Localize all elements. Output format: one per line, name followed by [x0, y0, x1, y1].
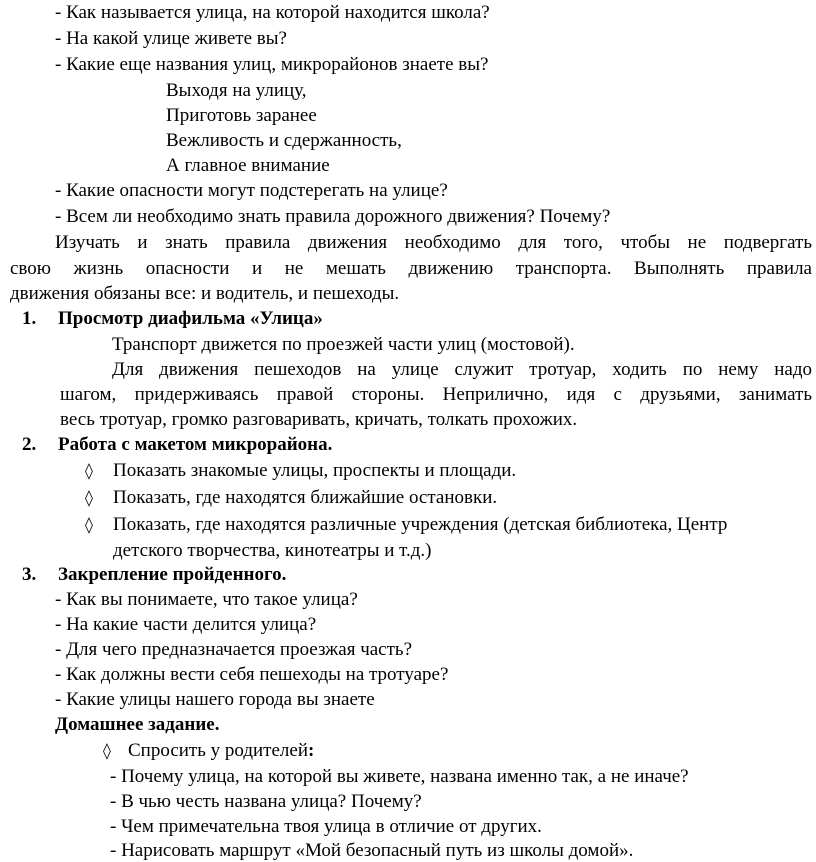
section-heading — [22, 308, 323, 330]
section-text: Для движения пешеходов на улице служит тротуар, ходить по нему надо — [112, 359, 812, 380]
intro-question: - Как называется улица, на которой находится школа? — [55, 2, 490, 23]
section-heading — [22, 434, 332, 456]
homework-question: - Чем примечательна твоя улица в отличие от других. — [110, 816, 542, 837]
homework-bullet-text: Спросить у родителей — [128, 740, 308, 761]
homework-question: - Почему улица, на которой вы живете, названа именно так, а не иначе? — [110, 766, 689, 787]
paragraph-line: свою жизнь опасности и не мешать движению транспорта. Выполнять правила — [10, 258, 812, 279]
diamond-bullet-icon: ◊ — [85, 515, 93, 534]
section-number: 2. — [22, 434, 37, 455]
bullet-continuation: детского творчества, кинотеатры и т.д.) — [113, 540, 432, 561]
question-line: - Какие опасности могут подстерегать на улице? — [55, 180, 448, 201]
section-title: Работа с макетом микрорайона. — [58, 434, 333, 455]
homework-bullet-colon: : — [308, 740, 315, 761]
section-text: весь тротуар, громко разговаривать, кричать, толкать прохожих. — [60, 409, 578, 430]
review-question: - Как должны вести себя пешеходы на тротуаре? — [55, 664, 449, 685]
paragraph-line: движения обязаны все: и водитель, и пешеходы. — [10, 283, 400, 304]
paragraph-line: Изучать и знать правила движения необходимо для того, чтобы не подвергать — [55, 232, 812, 253]
section-text: Транспорт движется по проезжей части улиц (мостовой). — [112, 334, 575, 355]
section-number: 3. — [22, 564, 37, 585]
poem-line: Вежливость и сдержанность, — [166, 130, 402, 151]
poem-line: Приготовь заранее — [166, 105, 317, 126]
homework-bullet — [128, 740, 314, 762]
diamond-bullet-icon: ◊ — [85, 461, 93, 480]
intro-question: - На какой улице живете вы? — [55, 28, 287, 49]
review-question: - На какие части делится улица? — [55, 614, 317, 635]
section-number: 1. — [22, 308, 37, 329]
homework-question: - Нарисовать маршрут «Мой безопасный путь из школы домой». — [110, 840, 634, 861]
section-heading — [22, 564, 286, 586]
question-line: - Всем ли необходимо знать правила дорожного движения? Почему? — [55, 206, 611, 227]
review-question: - Какие улицы нашего города вы знаете — [55, 689, 375, 710]
poem-line: А главное внимание — [166, 155, 330, 176]
section-title: Закрепление пройденного. — [58, 564, 287, 585]
diamond-bullet-icon: ◊ — [103, 741, 111, 760]
poem-line: Выходя на улицу, — [166, 80, 307, 101]
diamond-bullet-icon: ◊ — [85, 488, 93, 507]
bullet-item: Показать знакомые улицы, проспекты и площади. — [113, 460, 517, 481]
section-title: Просмотр диафильма «Улица» — [58, 308, 323, 329]
section-text: шагом, придерживаясь правой стороны. Неприлично, идя с друзьями, занимать — [60, 384, 812, 405]
intro-question: - Какие еще названия улиц, микрорайонов знаете вы? — [55, 54, 489, 75]
review-question: - Для чего предназначается проезжая часть? — [55, 639, 413, 660]
homework-title: Домашнее задание. — [55, 714, 220, 735]
homework-question: - В чью честь названа улица? Почему? — [110, 791, 422, 812]
review-question: - Как вы понимаете, что такое улица? — [55, 589, 358, 610]
bullet-item: Показать, где находятся различные учреждения (детская библиотека, Центр — [113, 514, 728, 535]
bullet-item: Показать, где находятся ближайшие остановки. — [113, 487, 498, 508]
